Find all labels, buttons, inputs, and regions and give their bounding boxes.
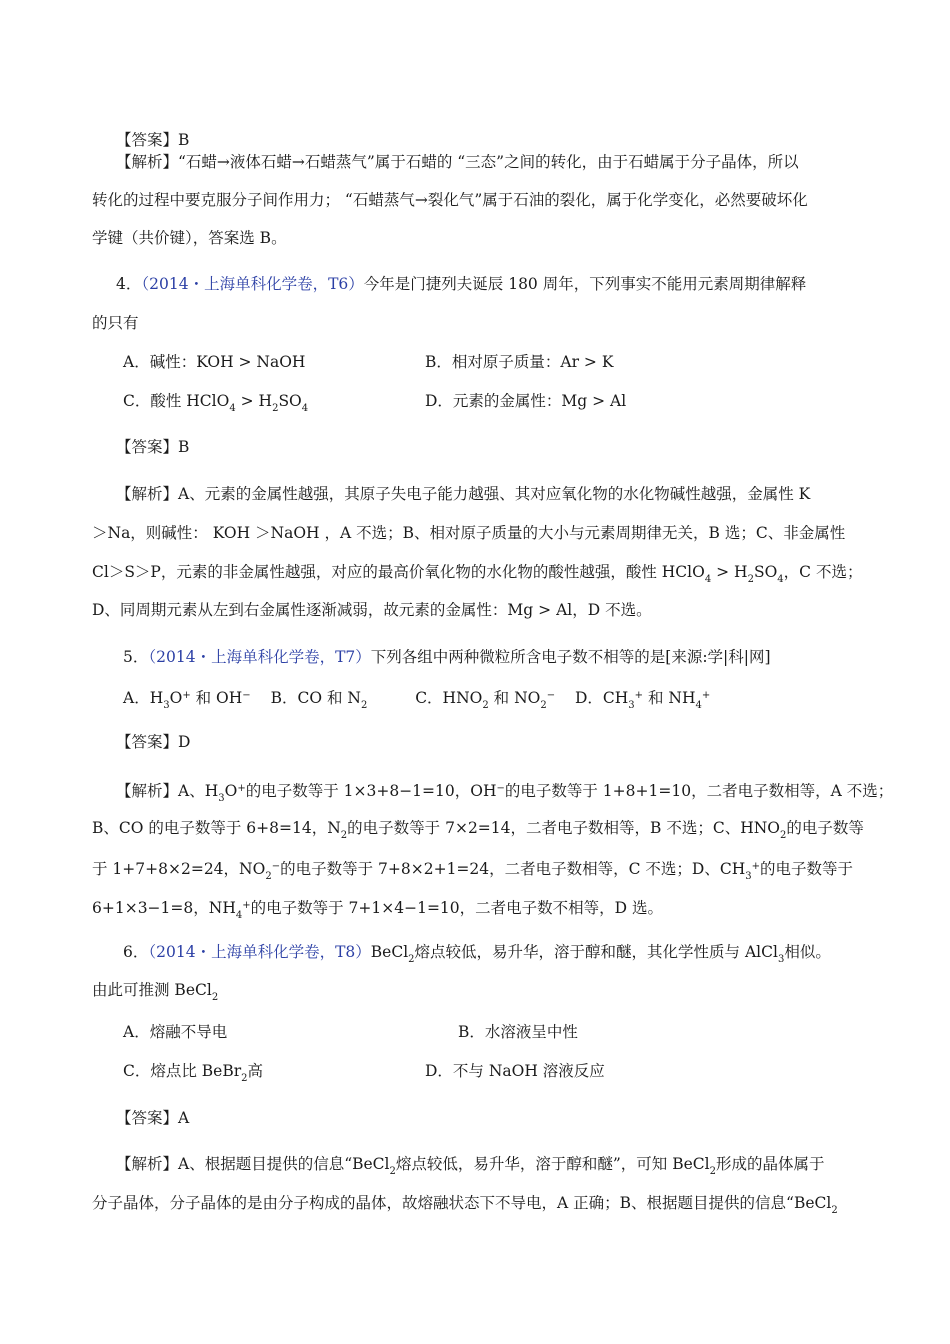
q6-stem-line-2: 由此可推测 BeCl$_2$ (92, 981, 219, 1003)
q5-option-c: C．$HNO_2$ 和 $NO_2^-$ (415, 689, 556, 711)
q5-source: （2014・上海单科化学卷，T7） (148, 648, 371, 666)
q4-number: 4． (116, 275, 142, 293)
q3-answer: 【答案】B (116, 131, 190, 149)
q5-analysis-line-4: 6+1×3−1=8，$NH_4^+$的电子数等于 7+1×4−1=10，二者电子数不相等，D 选。 (92, 899, 664, 921)
q5-option-b: B．CO 和 $N_2$ (270, 689, 368, 711)
q3-analysis-line-2: 转化的过程中要克服分子间作用力； “石蜡蒸气→裂化气”属于石油的裂化，属于化学变化，必然要破坏化 (92, 191, 808, 209)
q4-option-d: D．元素的金属性：Mg > Al (425, 392, 627, 410)
q6-number: 6． (123, 943, 149, 961)
q5-stem: 5．（2014・上海单科化学卷，T7）下列各组中两种微粒所含电子数不相等的是[来源:学|科|网] (123, 648, 771, 666)
q6-option-d: D．不与 NaOH 溶液反应 (425, 1062, 605, 1080)
q4-option-c: C．酸性 HClO$_4$ > $H_2SO_4$ (123, 392, 309, 414)
q5-option-d: D．$CH_3^+$ 和 $NH_4^+$ (574, 689, 711, 711)
q6-stem-line-1: 6．（2014・上海单科化学卷，T8）BeCl$_2$熔点较低，易升华，溶于醇和醚，其化学性质与 AlCl$_3$相似。 (123, 943, 831, 965)
q4-source: （2014・上海单科化学卷，T6） (141, 275, 364, 293)
q4-option-b: B．相对原子质量：Ar > K (425, 353, 614, 371)
q4-analysis-line-3: Cl＞S＞P，元素的非金属性越强，对应的最高价氧化物的水化物的酸性越强，酸性 HClO$_4$ > $H_2SO_4$，C 不选； (92, 563, 863, 585)
q4-stem-line-2: 的只有 (92, 314, 139, 332)
q4-analysis-line-1: 【解析】A、元素的金属性越强，其原子失电子能力越强、其对应氧化物的水化物碱性越强，金属性 K (116, 485, 811, 503)
q6-option-b: B．水溶液呈中性 (458, 1023, 578, 1041)
q4-stem-line-1 (116, 274, 806, 294)
q4-analysis-line-2: ＞Na，则碱性： KOH ＞NaOH ，A 不选；B、相对原子质量的大小与元素周期律无关，B 选；C、非金属性 (92, 524, 846, 542)
q6-option-a: A．熔融不导电 (123, 1023, 228, 1041)
q5-number: 5． (123, 648, 149, 666)
q4-option-a: A．碱性：KOH > NaOH (123, 353, 306, 371)
q5-analysis-line-1: 【解析】A、$H_3O^+$的电子数等于 1×3+8−1=10，OH−的电子数等于 1+8+1=10，二者电子数相等，A 不选； (116, 782, 894, 804)
q4-analysis-line-4: D、同周期元素从左到右金属性逐渐减弱，故元素的金属性：Mg > Al，D 不选。 (92, 601, 652, 619)
q6-analysis-line-2: 分子晶体，分子晶体的是由分子构成的晶体，故熔融状态下不导电，A 正确；B、根据题目提供的信息“BeCl$_2$ (92, 1194, 838, 1216)
q5-analysis-line-2: B、CO 的电子数等于 6+8=14，$N_2$的电子数等于 7×2=14，二者电子数相等，B 不选；C、$HNO_2$的电子数等 (92, 819, 864, 841)
q3-analysis-line-1: 【解析】“石蜡→液体石蜡→石蜡蒸气”属于石蜡的 “三态”之间的转化，由于石蜡属于分子晶体，所以 (116, 153, 799, 171)
q6-option-c: C．熔点比 BeBr$_2$高 (123, 1062, 264, 1084)
q3-analysis-line-3: 学键（共价键），答案选 B。 (92, 229, 287, 247)
q4-answer: 【答案】B (116, 438, 190, 456)
q6-source: （2014・上海单科化学卷，T8） (148, 943, 371, 961)
q6-answer: 【答案】A (116, 1109, 190, 1127)
q5-option-a: A．$H_3O^+$ 和 OH− (123, 689, 251, 711)
q4-stem: 今年是门捷列夫诞辰 180 周年，下列事实不能用元素周期律解释 (363, 275, 807, 293)
q5-answer: 【答案】D (116, 733, 191, 751)
q5-options (123, 686, 710, 716)
q5-analysis-line-3: 于 1+7+8×2=24，$NO_2^-$的电子数等于 7+8×2+1=24，二者电子数相等，C 不选；D、$CH_3^+$的电子数等于 (92, 860, 854, 882)
q6-analysis-line-1: 【解析】A、根据题目提供的信息“BeCl$_2$熔点较低，易升华，溶于醇和醚”，可知 BeCl$_2$形成的晶体属于 (116, 1155, 825, 1177)
